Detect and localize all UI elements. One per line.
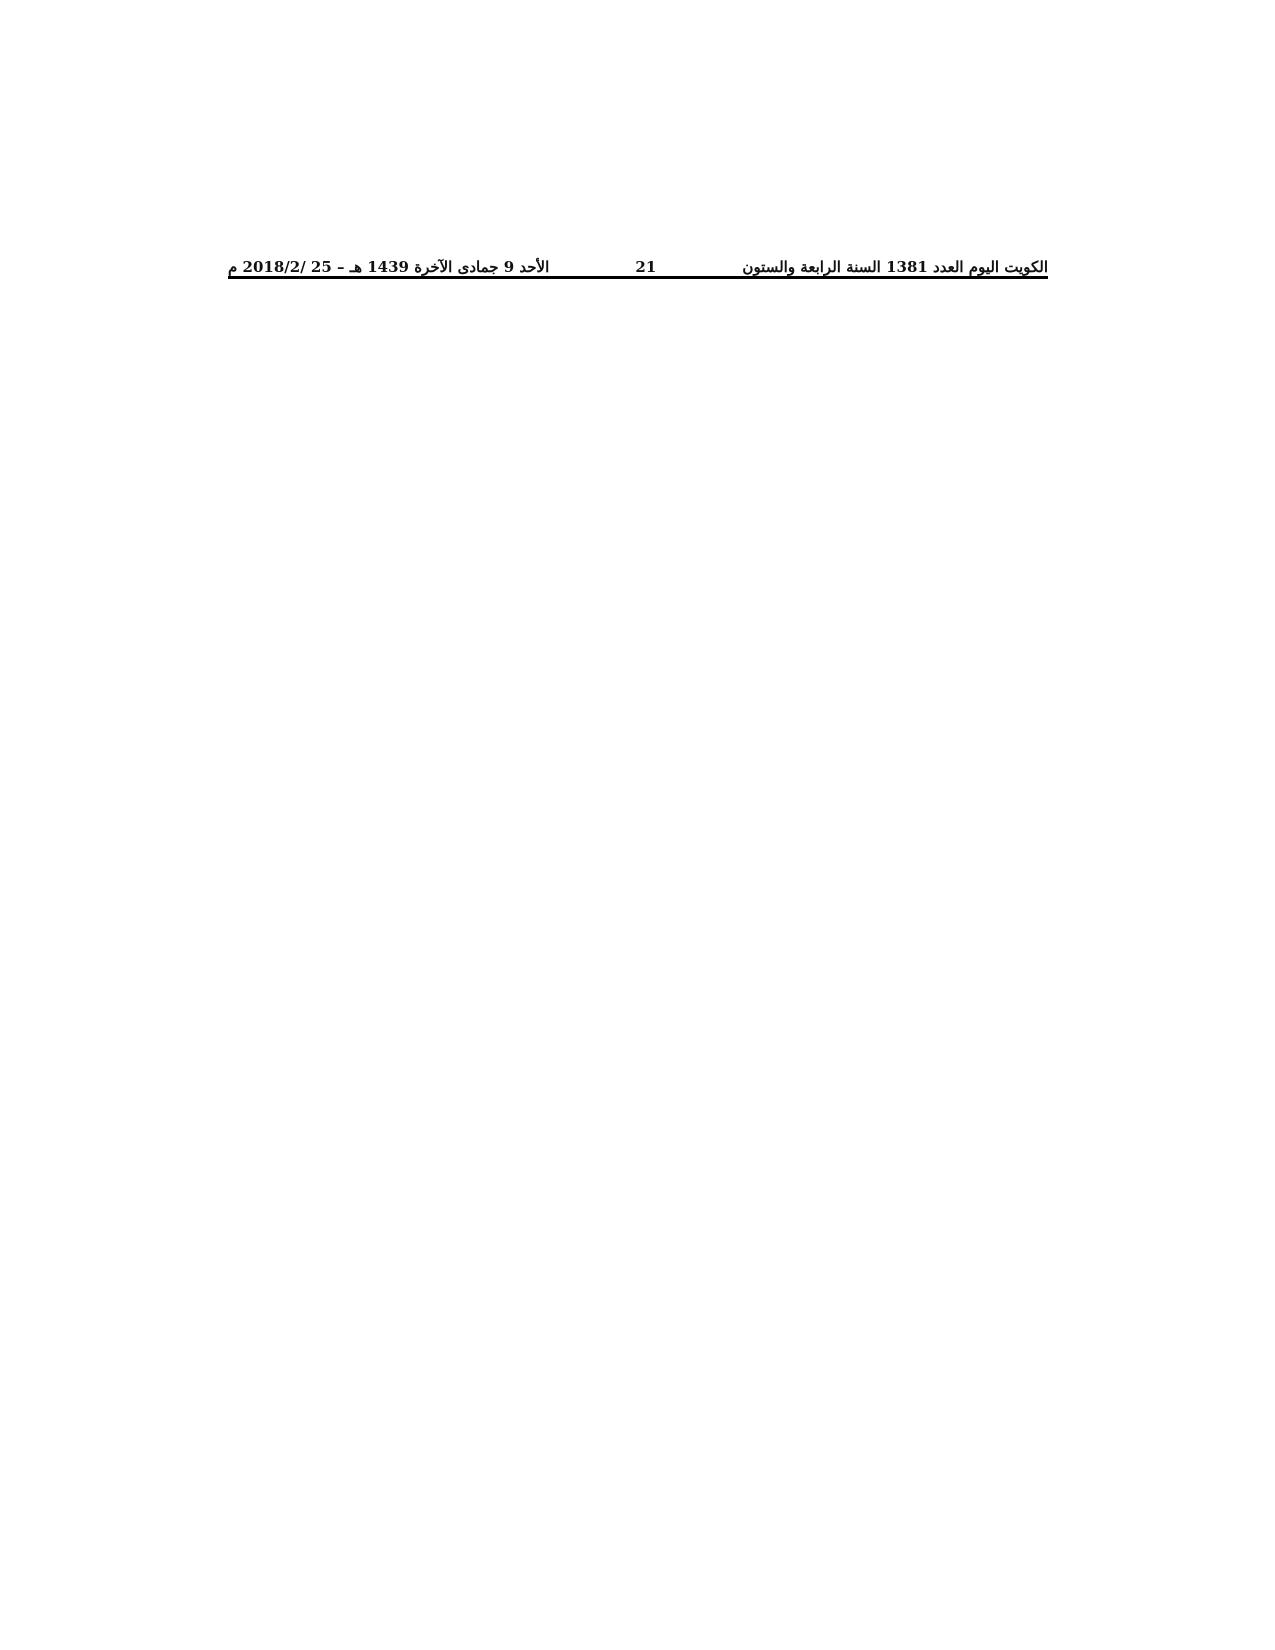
page-number: 21 [635,258,657,276]
header-left: الأحد 9 جمادى الآخرة 1439 هـ – 25 /2018/2 م [228,258,550,276]
header-right: الكويت اليوم العدد 1381 السنة الرابعة والستون [742,258,1048,276]
page-header [228,258,1048,279]
